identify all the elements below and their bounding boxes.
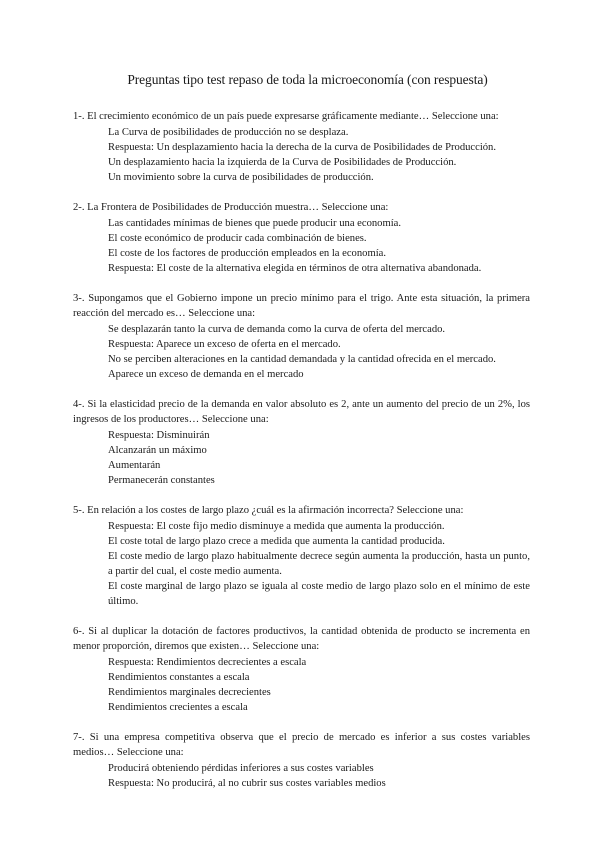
answer-options	[108, 655, 530, 715]
answer-options	[108, 761, 530, 791]
answer-option: Un desplazamiento hacia la izquierda de la Curva de Posibilidades de Producción.	[108, 157, 457, 168]
question-stem: 5-. En relación a los costes de largo plazo ¿cuál es la afirmación incorrecta? Seleccione una:	[73, 505, 464, 516]
answer-option-correct: Respuesta: Rendimientos decrecientes a escala	[108, 657, 307, 668]
answer-option: No se perciben alteraciones en la cantidad demandada y la cantidad ofrecida en el mercado.	[108, 354, 496, 365]
question-stem: 1-. El crecimiento económico de un país puede expresarse gráficamente mediante… Seleccione una:	[73, 111, 499, 122]
answer-options	[108, 125, 530, 185]
answer-option: Un movimiento sobre la curva de posibilidades de producción.	[108, 172, 374, 183]
answer-option-correct: Respuesta: Aparece un exceso de oferta en el mercado.	[108, 339, 341, 350]
question-stem: 7-. Si una empresa competitiva observa que el precio de mercado es inferior a sus costes variables medios… Seleccione una:	[73, 732, 530, 758]
question-2	[73, 200, 530, 276]
answer-option: Rendimientos marginales decrecientes	[108, 687, 271, 698]
question-4	[73, 397, 530, 488]
question-7	[73, 730, 530, 791]
answer-option: Alcanzarán un máximo	[108, 445, 207, 456]
answer-option: El coste económico de producir cada combinación de bienes.	[108, 233, 367, 244]
answer-option: La Curva de posibilidades de producción no se desplaza.	[108, 127, 349, 138]
question-1	[73, 109, 530, 185]
answer-option: El coste marginal de largo plazo se iguala al coste medio de largo plazo solo en el mínimo de este último.	[108, 581, 530, 607]
answer-option-correct: Respuesta: Un desplazamiento hacia la derecha de la curva de Posibilidades de Producción.	[108, 142, 497, 153]
answer-option: El coste total de largo plazo crece a medida que aumenta la cantidad producida.	[108, 536, 445, 547]
answer-option-correct: Respuesta: El coste fijo medio disminuye a medida que aumenta la producción.	[108, 521, 445, 532]
answer-option: Se desplazarán tanto la curva de demanda como la curva de oferta del mercado.	[108, 324, 446, 335]
answer-option: Permanecerán constantes	[108, 475, 215, 486]
answer-option: El coste de los factores de producción empleados en la economía.	[108, 248, 386, 259]
question-stem: 3-. Supongamos que el Gobierno impone un precio mínimo para el trigo. Ante esta situación, la primera reacción del mercado es… Seleccione una:	[73, 293, 530, 319]
answer-option: Producirá obteniendo pérdidas inferiores a sus costes variables	[108, 763, 374, 774]
answer-option: Las cantidades mínimas de bienes que puede producir una economía.	[108, 218, 401, 229]
answer-option-correct: Respuesta: Disminuirán	[108, 430, 210, 441]
answer-option-correct: Respuesta: El coste de la alternativa elegida en términos de otra alternativa abandonada.	[108, 263, 482, 274]
answer-option: Rendimientos constantes a escala	[108, 672, 250, 683]
question-3	[73, 291, 530, 382]
answer-options	[108, 216, 530, 276]
question-5	[73, 503, 530, 609]
answer-option: Aparece un exceso de demanda en el mercado	[108, 369, 304, 380]
question-stem: 4-. Si la elasticidad precio de la demanda en valor absoluto es 2, ante un aumento del precio de un 2%, los ingresos de los productores… Seleccione una:	[73, 399, 530, 425]
document-title: Preguntas tipo test repaso de toda la microeconomía (con respuesta)	[127, 72, 488, 87]
answer-option-correct: Respuesta: No producirá, al no cubrir sus costes variables medios	[108, 778, 386, 789]
answer-options	[108, 322, 530, 382]
answer-option: Rendimientos crecientes a escala	[108, 702, 248, 713]
answer-option: El coste medio de largo plazo habitualmente decrece según aumenta la producción, hasta un punto, a partir del cual, el coste medio aumenta.	[108, 551, 530, 577]
question-6	[73, 624, 530, 715]
answer-options	[108, 519, 530, 609]
answer-options	[108, 428, 530, 488]
question-stem: 2-. La Frontera de Posibilidades de Producción muestra… Seleccione una:	[73, 202, 389, 213]
answer-option: Aumentarán	[108, 460, 161, 471]
question-stem: 6-. Si al duplicar la dotación de factores productivos, la cantidad obtenida de producto se incrementa en menor proporción, diremos que existen… Seleccione una:	[73, 626, 530, 652]
